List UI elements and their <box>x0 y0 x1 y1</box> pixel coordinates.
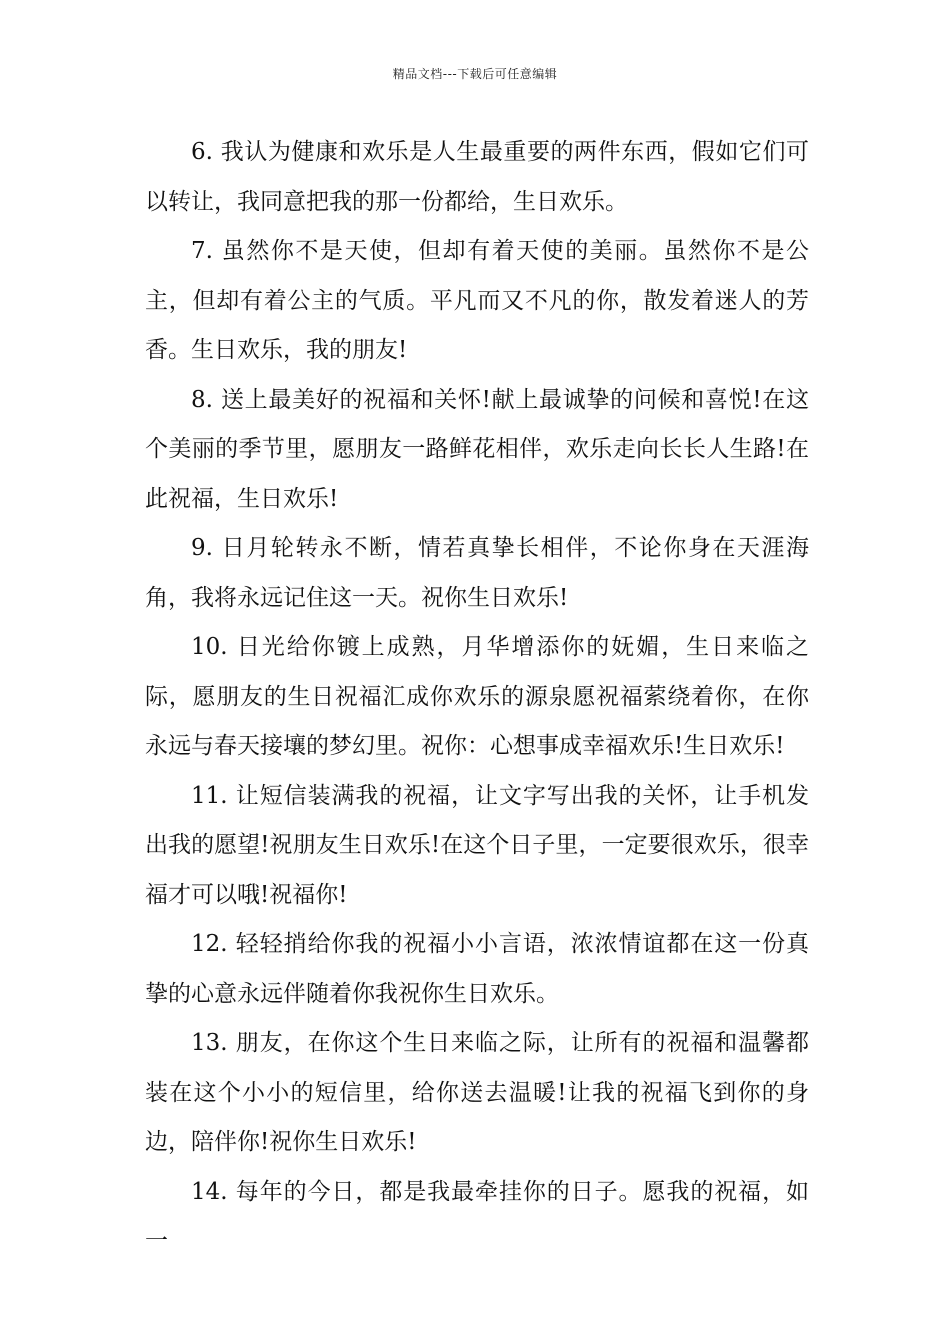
paragraph-8: 8. 送上最美好的祝福和关怀!献上最诚挚的问候和喜悦!在这个美丽的季节里，愿朋友一路鲜花相伴，欢乐走向长长人生路!在此祝福，生日欢乐! <box>145 386 809 512</box>
paragraph-10: 10. 日光给你镀上成熟，月华增添你的妩媚，生日来临之际，愿朋友的生日祝福汇成你欢乐的源泉愿祝福萦绕着你，在你永远与春天接壤的梦幻里。祝你：心想事成幸福欢乐!生日欢乐! <box>145 634 809 759</box>
paragraph-6: 6. 我认为健康和欢乐是人生最重要的两件东西，假如它们可以转让，我同意把我的那一份都给，生日欢乐。 <box>145 139 809 215</box>
paragraph-11: 11. 让短信装满我的祝福，让文字写出我的关怀，让手机发出我的愿望!祝朋友生日欢乐!在这个日子里，一定要很欢乐，很幸福才可以哦!祝福你! <box>145 782 809 908</box>
paragraph-14: 14. 每年的今日，都是我最牵挂你的日子。愿我的祝福，如一 <box>145 1178 809 1254</box>
paragraph-12: 12. 轻轻捎给你我的祝福小小言语，浓浓情谊都在这一份真挚的心意永远伴随着你我祝你生日欢乐。 <box>145 931 809 1007</box>
paragraph-7: 7. 虽然你不是天使，但却有着天使的美丽。虽然你不是公主，但却有着公主的气质。平凡而又不凡的你，散发着迷人的芳香。生日欢乐，我的朋友! <box>145 238 809 363</box>
document-body <box>145 128 809 1267</box>
page-header: 精品文档---下载后可任意编辑 <box>392 67 558 81</box>
paragraph-13: 13. 朋友，在你这个生日来临之际，让所有的祝福和温馨都装在这个小小的短信里，给你送去温暖!让我的祝福飞到你的身边，陪伴你!祝你生日欢乐! <box>145 1030 809 1155</box>
paragraph-9: 9. 日月轮转永不断，情若真挚长相伴，不论你身在天涯海角，我将永远记住这一天。祝你生日欢乐! <box>145 535 809 611</box>
